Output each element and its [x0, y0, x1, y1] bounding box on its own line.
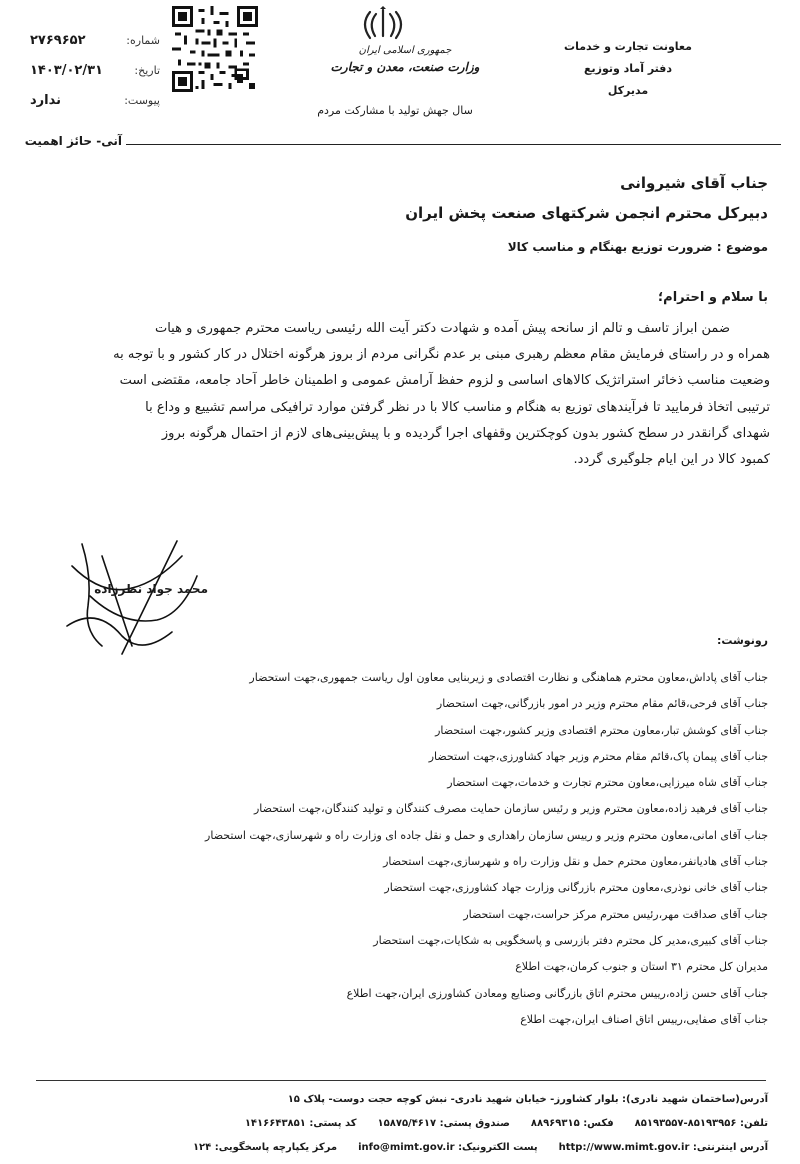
body-line: ضمن ابراز تاسف و تالم از سانحه پیش آمده و شهادت دکتر آیت الله رئیسی ریاست محترم جمهوری و هیات: [154, 321, 730, 336]
iran-emblem-icon: [358, 6, 408, 44]
cc-item: مدیران کل محترم ۳۱ استان و جنوب کرمان،جهت اطلاع: [515, 960, 768, 974]
attachment-label: پیوست:: [124, 94, 160, 107]
cc-item: جناب آقای پیمان پاک،قائم مقام محترم وزیر جهاد کشاورزی،جهت استحضار: [428, 749, 768, 763]
body-line: کمبود کالا در این ایام جلوگیری گردد.: [573, 452, 770, 468]
pobox-label: صندوق پستی:: [439, 1118, 510, 1129]
phone-value: ۸۵۱۹۳۵۵۷-۸۵۱۹۳۹۵۶: [634, 1118, 737, 1129]
office-block: [528, 36, 728, 102]
signer-name: محمد جواد نظرزاده: [94, 582, 208, 596]
fax-label: فکس:: [583, 1118, 614, 1129]
subject-line: موضوع : ضرورت توزیع بهنگام و مناسب کالا: [507, 240, 768, 254]
qr-code-icon: [172, 6, 258, 92]
cc-item: جناب آقای هادیانفر،معاون محترم حمل و نقل وزارت راه و شهرسازی،جهت استحضار: [383, 855, 768, 869]
body-line: ترتیبی اتخاذ فرمایید تا فرآیندهای توزیع به هنگام و مناسب کالا با در نظر گرفتن موارد ترافیکی مراسم تشییع و وداع با: [145, 399, 770, 415]
pobox-value: ۱۵۸۷۵/۴۶۱۷: [377, 1118, 437, 1129]
header-divider: [126, 144, 781, 145]
cc-item: جناب آقای فرهید زاده،معاون محترم وزیر و رئیس سازمان حمایت مصرف کنندگان و تولید کنندگان،جهت استحضار: [254, 802, 768, 816]
attachment-value: ندارد: [30, 93, 62, 108]
cc-item: جناب آقای امانی،معاون محترم وزیر و رییس سازمان راهداری و حمل و نقل جاده ای وزارت راه و شهرسازی،جهت استحضار: [205, 828, 768, 842]
cc-item: جناب آقای صداقت مهر،رئیس محترم مرکز حراست،جهت استحضار: [463, 907, 768, 921]
letter-number-value: ۲۷۶۹۶۵۲: [30, 33, 86, 48]
greeting: با سلام و احترام؛: [657, 290, 768, 305]
postal-code-label: کد پستی:: [309, 1118, 357, 1129]
footer-divider: [36, 1080, 766, 1081]
letter-date-row: [30, 56, 160, 86]
callcenter-label: مرکز یکپارچه پاسخگویی:: [214, 1142, 338, 1153]
signature-image: [62, 536, 202, 660]
office-line: دفتر آماد وتوزیع: [583, 62, 673, 75]
phone-label: تلفن:: [739, 1118, 768, 1129]
website-link[interactable]: http://www.mimt.gov.ir: [558, 1142, 690, 1153]
cc-item: جناب آقای خانی نوذری،معاون محترم بازرگانی وزارت جهاد کشاورزی،جهت استحضار: [384, 881, 768, 895]
country-name: جمهوری اسلامی ایران: [358, 45, 452, 56]
footer-web-row: [38, 1142, 768, 1153]
cc-item: جناب آقای فرحی،قائم مقام محترم وزیر در امور بازرگانی،جهت استحضار: [436, 697, 768, 711]
recipient-name: جناب آقای شیروانی: [620, 174, 768, 192]
letter-number-label: شماره:: [126, 34, 160, 47]
cc-title: رونوشت:: [716, 634, 768, 647]
callcenter-value: ۱۲۴: [192, 1142, 212, 1153]
cc-list: [23, 668, 768, 1036]
letter-date-value: ۱۴۰۳/۰۲/۳۱: [30, 63, 103, 78]
recipient-title: دبیرکل محترم انجمن شرکتهای صنعت پخش ایران: [405, 204, 768, 222]
email-label: پست الکترونیک:: [458, 1142, 538, 1153]
cc-item: جناب آقای حسن زاده،رییس محترم اتاق بازرگانی وصنایع ومعادن کشاورزی ایران،جهت اطلاع: [346, 986, 768, 1000]
office-line: مدیرکل: [607, 84, 649, 97]
body-line: شهدای گرانقدر در سطح کشور بدون کوچکترین وقفهای اجرا گردیده و با پیش‌بینی‌های لازم از احتمال هرگونه بروز: [161, 425, 770, 441]
office-line: معاونت تجارت و خدمات: [564, 40, 692, 53]
letter-date-label: تاریخ:: [134, 64, 160, 77]
ministry-title: وزارت صنعت، معدن و تجارت: [330, 60, 480, 74]
letter-meta: [30, 26, 160, 116]
website-label: آدرس اینترنتی:: [692, 1142, 768, 1153]
body-line: همراه و در راستای فرمایش مقام معظم رهبری مبنی بر عدم نگرانی مردم از بروز هرگونه اختلال در کار کشور و با توجه به: [113, 347, 770, 363]
ministry-name: [300, 44, 510, 76]
email-link[interactable]: info@mimt.gov.ir: [358, 1142, 455, 1153]
urgency-label: آنی- حائز اهمیت: [24, 134, 122, 148]
attachment-row: [30, 86, 160, 116]
cc-item: جناب آقای پاداش،معاون محترم هماهنگی و نظارت اقتصادی و زیربنایی معاون اول ریاست جمهوری،جهت استحضار: [249, 671, 768, 684]
footer-contact-row: [38, 1118, 768, 1129]
postal-code-value: ۱۴۱۶۶۴۳۸۵۱: [244, 1118, 306, 1129]
fax-value: ۸۸۹۶۹۳۱۵: [530, 1118, 580, 1129]
footer-address: آدرس(ساختمان شهید نادری): بلوار کشاورز- خیابان شهید نادری- نبش کوچه حجت دوست- پلاک ۱۵: [287, 1094, 768, 1105]
cc-item: جناب آقای صفایی،رییس اتاق اصناف ایران،جهت اطلاع: [520, 1012, 768, 1026]
letter-number-row: [30, 26, 160, 56]
body-line: وضعیت مناسب ذخائر استراتژیک کالاهای اساسی و لزوم حفظ آرامش عمومی و اطمینان خاطر آحاد جامعه، مقتضی است: [119, 373, 770, 389]
cc-item: جناب آقای شاه میرزایی،معاون محترم تجارت و خدمات،جهت استحضار: [447, 776, 768, 790]
cc-item: جناب آقای کبیری،مدیر کل محترم دفتر بازرسی و پاسخگویی به شکایات،جهت استحضار: [373, 933, 768, 947]
cc-item: جناب آقای کوشش تبار،معاون محترم اقتصادی وزیر کشور،جهت استحضار: [435, 723, 768, 737]
year-slogan: سال جهش تولید با مشارکت مردم: [317, 104, 473, 117]
body-paragraph: [28, 316, 770, 473]
